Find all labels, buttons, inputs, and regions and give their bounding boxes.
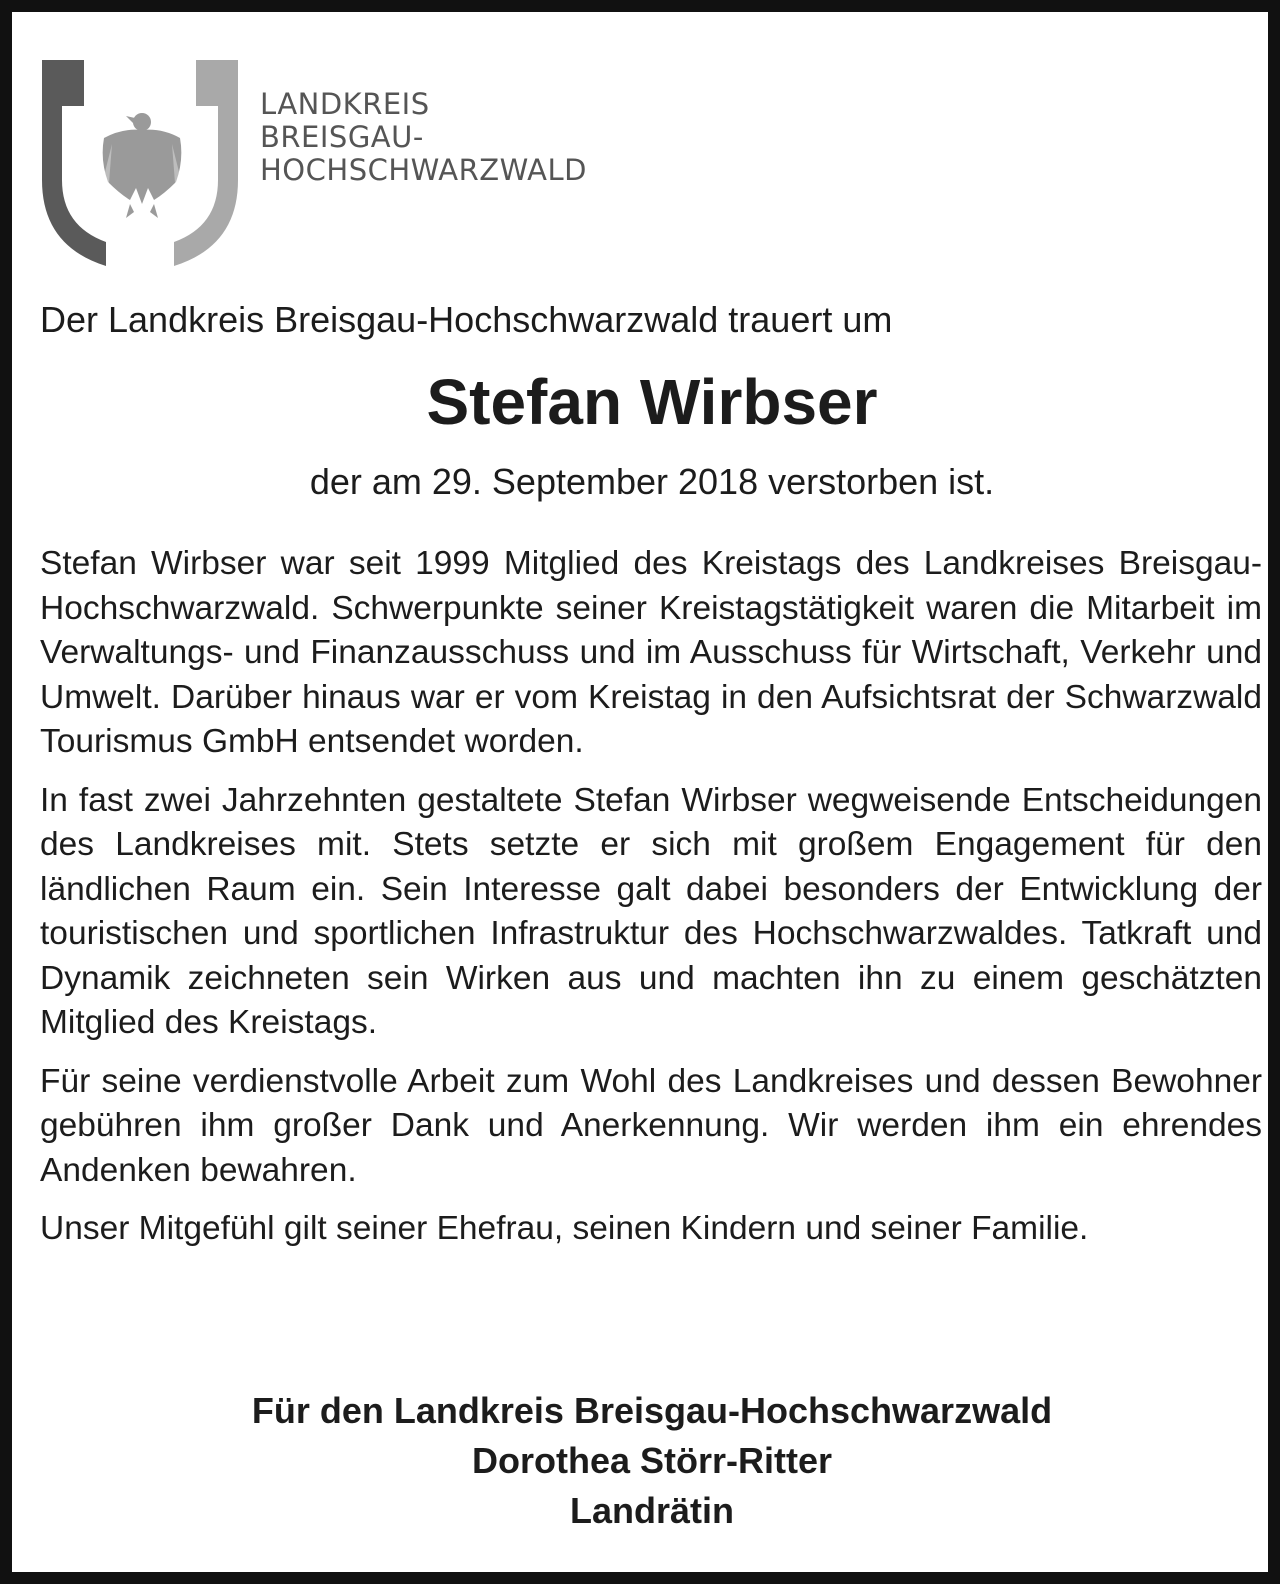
logo-line: HOCHSCHWARZWALD xyxy=(260,153,588,187)
obituary-body xyxy=(40,542,1262,1266)
body-paragraph: Für seine verdienstvolle Arbeit zum Wohl des Landkreises und dessen Bewohner gebühren ihm großer Dank und Anerkennung. Wir werden ihm ein ehrendes Andenken bewahren. xyxy=(40,1062,1262,1189)
body-paragraph: In fast zwei Jahrzehnten gestaltete Stefan Wirbser wegweisende Entscheidungen des Landkreises mit. Stets setzte er sich mit großem Engagement für den ländlichen Raum ein. Sein Interesse galt dabei besonders der Entwicklung der touristischen und sportlichen Infrastruktur des Hochschwarzwaldes. Tatkraft und Dynamik zeichneten sein Wirken aus und machten ihn zu einem geschätzten Mitglied des Kreistags. xyxy=(40,781,1262,1041)
intro-text: Der Landkreis Breisgau-Hochschwarzwald trauert um xyxy=(40,299,893,340)
signature-title: Landrätin xyxy=(569,1490,734,1531)
eagle-icon xyxy=(100,113,184,218)
logo-wordmark xyxy=(260,88,587,187)
county-crest-icon xyxy=(42,60,242,266)
logo-line: LANDKREIS xyxy=(260,87,430,121)
body-paragraph: Stefan Wirbser war seit 1999 Mitglied des Kreistags des Landkreises Breisgau-Hochschwarzwald. Schwerpunkte seiner Kreistagstätigkeit waren die Mitarbeit im Verwaltungs- und Finanzausschuss und im Ausschuss für Wirtschaft, Verkehr und Umwelt. Darüber hinaus war er vom Kreistag in den Aufsichtsrat der Schwarzwald Tourismus GmbH entsendet worden. xyxy=(40,545,1262,760)
county-logo xyxy=(42,60,602,266)
signature-block xyxy=(12,1386,1280,1536)
signature-person: Dorothea Störr-Ritter xyxy=(471,1440,833,1481)
deceased-name: Stefan Wirbser xyxy=(426,366,878,438)
date-of-death: der am 29. September 2018 verstorben ist. xyxy=(309,461,995,502)
body-paragraph: Unser Mitgefühl gilt seiner Ehefrau, seinen Kindern und seiner Familie. xyxy=(40,1210,1089,1247)
logo-line: BREISGAU- xyxy=(260,120,424,154)
signature-organization: Für den Landkreis Breisgau-Hochschwarzwald xyxy=(251,1390,1053,1431)
